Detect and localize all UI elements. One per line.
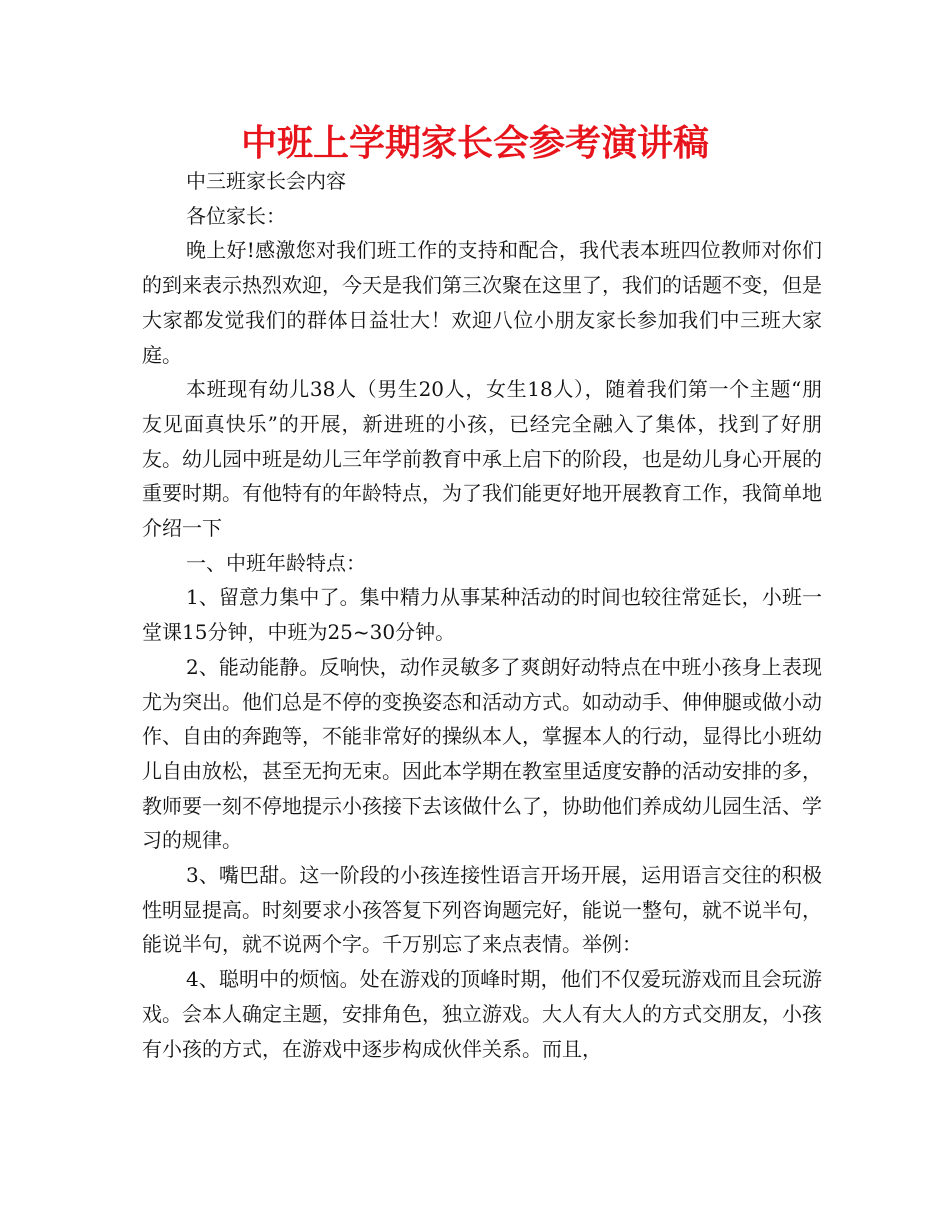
- paragraph-point-1: 1、留意力集中了。集中精力从事某种活动的时间也较往常延长，小班一堂课15分钟，中班为25~30分钟。: [142, 585, 822, 645]
- document-body: [142, 164, 822, 1066]
- paragraph-greeting: 各位家长：: [186, 203, 286, 228]
- paragraph-welcome: 晚上好!感激您对我们班工作的支持和配合，我代表本班四位教师对你们的到来表示热烈欢迎，今天是我们第三次聚在这里了，我们的话题不变，但是大家都发觉我们的群体日益壮大！欢迎八位小朋友家长参加我们中三班大家庭。: [142, 238, 822, 367]
- paragraph-class-intro: 本班现有幼儿38人（男生20人，女生18人），随着我们第一个主题“朋友见面真快乐”的开展，新进班的小孩，已经完全融入了集体，找到了好朋友。幼儿园中班是幼儿三年学前教育中承上启下的阶段，也是幼儿身心开展的重要时期。有他特有的年龄特点，为了我们能更好地开展教育工作，我简单地介绍一下: [142, 377, 822, 541]
- document-title: 中班上学期家长会参考演讲稿: [240, 123, 709, 164]
- paragraph-point-3: 3、嘴巴甜。这一阶段的小孩连接性语言开场开展，运用语言交往的积极性明显提高。时刻要求小孩答复下列咨询题完好，能说一整句，就不说半句，能说半句，就不说两个字。千万别忘了来点表情。举例：: [142, 863, 822, 957]
- paragraph-subtitle: 中三班家长会内容: [186, 169, 346, 193]
- section-heading: 一、中班年龄特点：: [186, 550, 366, 575]
- paragraph-point-4: 4、聪明中的烦恼。处在游戏的顶峰时期，他们不仅爱玩游戏而且会玩游戏。会本人确定主题，安排角色，独立游戏。大人有大人的方式交朋友，小孩有小孩的方式，在游戏中逐步构成伙伴关系。而且，: [142, 967, 822, 1061]
- paragraph-point-2: 2、能动能静。反响快，动作灵敏多了爽朗好动特点在中班小孩身上表现尤为突出。他们总是不停的变换姿态和活动方式。如动动手、伸伸腿或做小动作、自由的奔跑等，不能非常好的操纵本人，掌握本人的行动，显得比小班幼儿自由放松，甚至无拘无束。因此本学期在教室里适度安静的活动安排的多，教师要一刻不停地提示小孩接下去该做什么了，协助他们养成幼儿园生活、学习的规律。: [142, 654, 822, 853]
